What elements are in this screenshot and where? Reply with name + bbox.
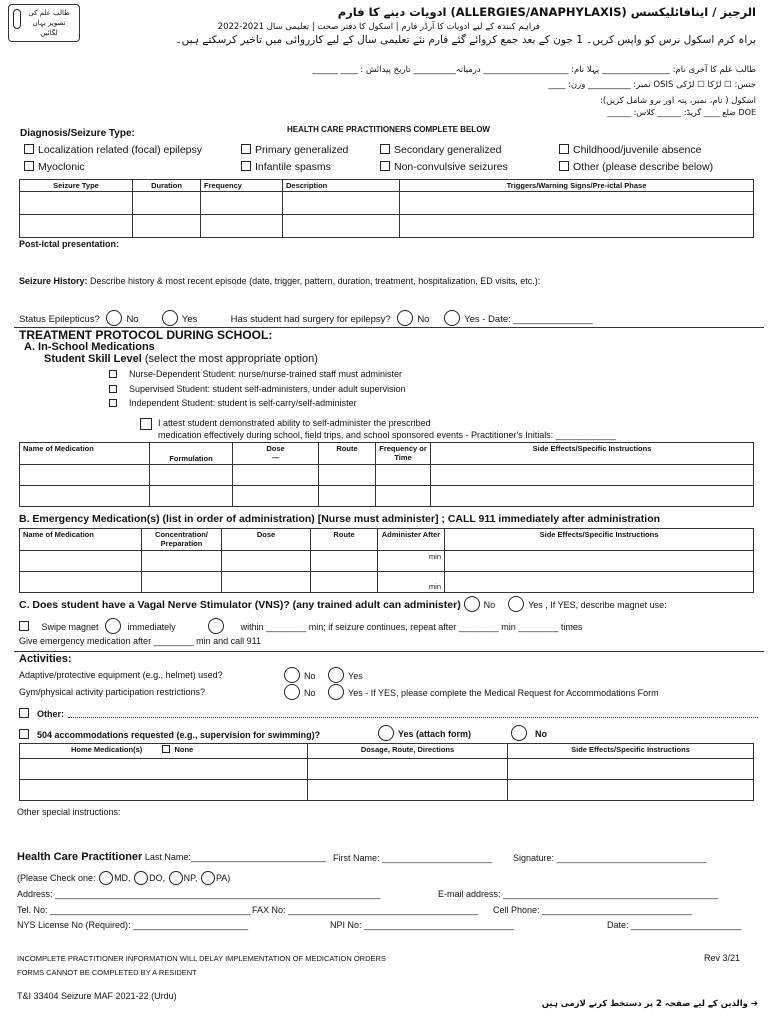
- radio-icon[interactable]: [328, 684, 344, 700]
- radio-icon[interactable]: [378, 725, 394, 741]
- attest-line-1: I attest student demonstrated ability to self-administer the prescribed: [158, 418, 431, 428]
- table-cell[interactable]: [133, 215, 201, 238]
- table-cell[interactable]: [142, 572, 222, 593]
- description-header: Description: [283, 180, 400, 192]
- status-epilepticus-row: Status Epilepticus? No Yes Has student had surgery for epilepsy? No Yes - Date: _______________: [19, 310, 593, 326]
- table-cell[interactable]: [20, 215, 133, 238]
- table-cell[interactable]: [445, 572, 754, 593]
- date-field[interactable]: Date: ______________________: [607, 920, 742, 930]
- min-cell[interactable]: min: [378, 572, 445, 593]
- activity-gym-question: Gym/physical activity participation restrictions?: [19, 687, 206, 697]
- concentration-header: Concentration/ Preparation: [142, 529, 222, 551]
- side-effects-header: Side Effects/Specific Instructions: [431, 443, 754, 465]
- diagnosis-label: Diagnosis/Seizure Type:: [20, 128, 135, 139]
- table-cell[interactable]: [20, 192, 133, 215]
- radio-icon[interactable]: [169, 871, 183, 885]
- administer-after-header: Administer After: [378, 529, 445, 551]
- checkbox-icon[interactable]: [109, 370, 117, 378]
- radio-icon[interactable]: [511, 725, 527, 741]
- seizure-table: [19, 179, 754, 238]
- table-cell[interactable]: [376, 465, 431, 486]
- table-cell[interactable]: [445, 551, 754, 572]
- skill-nurse-dependent[interactable]: Nurse-Dependent Student: nurse/nurse-trained staff must administer: [109, 369, 402, 379]
- radio-icon[interactable]: [464, 596, 480, 612]
- table-cell[interactable]: [20, 572, 142, 593]
- table-cell[interactable]: [233, 465, 319, 486]
- diagnosis-option-secondary[interactable]: Secondary generalized: [380, 144, 501, 156]
- checkbox-icon[interactable]: [241, 161, 251, 171]
- resident-warning: FORMS CANNOT BE COMPLETED BY A RESIDENT: [17, 968, 197, 977]
- checkbox-icon[interactable]: [380, 161, 390, 171]
- parents-sign-notice: ➔ والدین کے لیے صفحہ 2 پر دستخط کرنے لازمی ہیں: [541, 999, 758, 1009]
- table-cell[interactable]: [222, 572, 311, 593]
- table-cell[interactable]: [508, 759, 754, 780]
- diagnosis-option-focal[interactable]: Localization related (focal) epilepsy: [24, 144, 202, 156]
- table-cell[interactable]: [201, 215, 283, 238]
- table-cell[interactable]: [376, 486, 431, 507]
- radio-icon[interactable]: [201, 871, 215, 885]
- other-line[interactable]: [68, 717, 758, 718]
- radio-icon[interactable]: [99, 871, 113, 885]
- seizure-type-header: Seizure Type: [20, 180, 133, 192]
- photo-box-label: طالب علم کی تصویر یہاں لگائیں: [28, 9, 70, 37]
- post-ictal-label[interactable]: Post-ictal presentation:: [19, 239, 120, 249]
- diagnosis-option-myoclonic[interactable]: Myoclonic: [24, 161, 85, 173]
- cell-field[interactable]: Cell Phone: ______________________________: [493, 905, 693, 915]
- diagnosis-option-childhood[interactable]: Childhood/juvenile absence: [559, 144, 701, 156]
- activities-title: Activities:: [19, 653, 72, 665]
- side-effects-header: Side Effects/Specific Instructions: [508, 744, 754, 759]
- radio-icon[interactable]: [508, 596, 524, 612]
- return-notice: براہ کرم اسکول نرس کو واپس کریں۔ 1 جون کے بعد جمع کروائے گئے فارم نئے تعلیمی سال کے لیے کارروائی میں تاخیر کرسکتے ہیں۔: [175, 34, 756, 46]
- table-cell[interactable]: [283, 192, 400, 215]
- address-field[interactable]: Address: _________________________________________________________________: [17, 889, 381, 899]
- frequency-header: Frequency: [201, 180, 283, 192]
- home-medication-table: [19, 743, 754, 801]
- vns-row: C. Does student have a Vagal Nerve Stimulator (VNS)? (any trained adult can administer) No Yes , If YES, describe magnet use:: [19, 596, 667, 612]
- emergency-title: B. Emergency Medication(s) (list in order of administration) [Nurse must administer] ; CALL 911 immediately after administration: [19, 513, 661, 525]
- table-cell[interactable]: [150, 486, 233, 507]
- skill-independent[interactable]: Independent Student: student is self-carry/self-administer: [109, 398, 357, 408]
- radio-icon[interactable]: [397, 310, 413, 326]
- diagnosis-option-infantile[interactable]: Infantile spasms: [241, 161, 331, 173]
- table-cell[interactable]: [508, 780, 754, 801]
- checkbox-icon[interactable]: [380, 144, 390, 154]
- email-field[interactable]: E-mail address: ___________________________________________: [438, 889, 719, 899]
- activity-equipment-options: No Yes: [280, 667, 363, 683]
- activity-other[interactable]: Other:: [19, 708, 64, 719]
- student-name-line[interactable]: طالب علم کا آخری نام: ________________ پہلا نام: ____________________ درمیانہ__________ تاریخ پیدائش : ____ ______: [312, 65, 756, 75]
- in-school-medication-table: [19, 442, 754, 507]
- table-cell[interactable]: [308, 759, 508, 780]
- radio-icon[interactable]: [328, 667, 344, 683]
- table-cell[interactable]: [283, 215, 400, 238]
- radio-icon[interactable]: [105, 618, 121, 634]
- table-cell[interactable]: [431, 486, 754, 507]
- license-field[interactable]: NYS License No (Required): _______________________: [17, 920, 249, 930]
- radio-icon[interactable]: [106, 310, 122, 326]
- activity-equipment-question: Adaptive/protective equipment (e.g., helmet) used?: [19, 670, 223, 680]
- activity-504: 504 accommodations requested (e.g., supervision for swimming)?: [19, 729, 320, 740]
- none-option[interactable]: None: [162, 745, 193, 754]
- form-subtitle: فراہم کنندہ کے لیے ادویات کا آرڈر فارم | اسکول کا دفتر صحت | تعلیمی سال 2021-2022: [217, 22, 540, 32]
- student-photo-box: [8, 4, 80, 42]
- diagnosis-option-other[interactable]: Other (please describe below): [559, 161, 713, 173]
- dose-header: Dose: [222, 529, 311, 551]
- protocol-title: TREATMENT PROTOCOL DURING SCHOOL:: [19, 328, 273, 342]
- checkbox-icon[interactable]: [559, 144, 569, 154]
- table-cell[interactable]: [400, 192, 754, 215]
- side-effects-header: Side Effects/Specific Instructions: [445, 529, 754, 551]
- incomplete-warning: INCOMPLETE PRACTITIONER INFORMATION WILL DELAY IMPLEMENTATION OF MEDICATION ORDERS: [17, 954, 386, 963]
- table-cell[interactable]: [222, 551, 311, 572]
- student-gender-line[interactable]: جنس: ☐ لڑکا ☐ لڑکی OSIS نمبر: __________ وزن: ____: [548, 80, 756, 90]
- table-cell[interactable]: [308, 780, 508, 801]
- checkbox-icon[interactable]: [559, 161, 569, 171]
- practitioner-name-row: Health Care Practitioner Last Name:___________________________: [17, 851, 326, 863]
- form-id: T&I 33404 Seizure MAF 2021-22 (Urdu): [17, 991, 177, 1001]
- table-cell[interactable]: [311, 551, 378, 572]
- table-cell[interactable]: [142, 551, 222, 572]
- formulation-header: Formulation: [150, 443, 233, 465]
- school-line[interactable]: اسکول ( نام، نمبر، پتہ اور برو شامل کریں):: [599, 96, 756, 106]
- other-instructions[interactable]: Other special instructions:: [17, 807, 121, 817]
- vns-swipe-row: Swipe magnet immediately within ________ min; if seizure continues, repeat after ________ min ________ times: [19, 618, 582, 634]
- attest-line-2[interactable]: medication effectively during school, field trips, and school sponsored events - Practitioner's Initials: ____________: [158, 430, 616, 440]
- radio-icon[interactable]: [134, 871, 148, 885]
- radio-icon[interactable]: [284, 667, 300, 683]
- home-med-header: Home Medication(s) None: [20, 744, 308, 759]
- table-cell[interactable]: [150, 465, 233, 486]
- dosage-header: Dosage, Route, Directions: [308, 744, 508, 759]
- table-cell[interactable]: [319, 465, 376, 486]
- checkbox-icon[interactable]: [109, 399, 117, 407]
- checkbox-icon[interactable]: [19, 708, 29, 718]
- table-cell[interactable]: [20, 780, 308, 801]
- radio-icon[interactable]: [444, 310, 460, 326]
- duration-header: Duration: [133, 180, 201, 192]
- attest-checkbox[interactable]: [140, 418, 152, 430]
- activity-504-no[interactable]: No: [507, 725, 547, 741]
- revision-label: Rev 3/21: [704, 953, 741, 963]
- checkbox-icon[interactable]: [19, 621, 29, 631]
- route-header: Route: [319, 443, 376, 465]
- table-cell[interactable]: [311, 572, 378, 593]
- hcp-heading: HEALTH CARE PRACTITIONERS COMPLETE BELOW: [287, 125, 490, 134]
- checkbox-icon[interactable]: [24, 144, 34, 154]
- table-cell[interactable]: [20, 486, 150, 507]
- diagnosis-option-primary[interactable]: Primary generalized: [241, 144, 348, 156]
- table-cell[interactable]: [431, 465, 754, 486]
- give-emergency-line[interactable]: Give emergency medication after ________ min and call 911: [19, 636, 261, 646]
- activity-gym-options: No Yes - If YES, please complete the Medical Request for Accommodations Form: [280, 684, 659, 700]
- table-cell[interactable]: [233, 486, 319, 507]
- checkbox-icon[interactable]: [162, 745, 170, 753]
- radio-icon[interactable]: [208, 618, 224, 634]
- checkbox-icon[interactable]: [109, 385, 117, 393]
- form-title: الرجیز / اینافائلیکسس (ALLERGIES/ANAPHYLAXIS) ادویات دینے کا فارم: [337, 5, 756, 19]
- seizure-history[interactable]: Seizure History: Describe history & most recent episode (date, trigger, pattern, duration, treatment, hospitalization, ED visits, etc.):: [19, 276, 541, 286]
- paperclip-icon: [13, 9, 21, 29]
- npi-field[interactable]: NPI No: ______________________________: [330, 920, 515, 930]
- checkbox-icon[interactable]: [24, 161, 34, 171]
- med-name-header: Name of Medication: [20, 443, 150, 465]
- checkbox-icon[interactable]: [19, 729, 29, 739]
- table-cell[interactable]: [20, 759, 308, 780]
- table-cell[interactable]: [201, 192, 283, 215]
- table-cell[interactable]: [400, 215, 754, 238]
- dose-header: Dose —: [233, 443, 319, 465]
- table-cell[interactable]: [133, 192, 201, 215]
- credential-row: (Please Check one: MD, DO, NP, PA): [17, 873, 231, 883]
- emergency-medication-table: [19, 528, 754, 593]
- diagnosis-option-nonconvulsive[interactable]: Non-convulsive seizures: [380, 161, 508, 173]
- skill-level-label: Student Skill Level (select the most appropriate option): [44, 353, 318, 365]
- radio-icon[interactable]: [162, 310, 178, 326]
- district-line[interactable]: DOE ضلع ____ گریڈ: ______ کلاس: ______: [607, 108, 756, 117]
- fax-field[interactable]: FAX No: ______________________________________: [252, 905, 479, 915]
- divider: [14, 651, 764, 652]
- med-name-header: Name of Medication: [20, 529, 142, 551]
- radio-icon[interactable]: [284, 684, 300, 700]
- skill-supervised[interactable]: Supervised Student: student self-administers, under adult supervision: [109, 384, 406, 394]
- table-cell[interactable]: [319, 486, 376, 507]
- triggers-header: Triggers/Warning Signs/Pre-ictal Phase: [400, 180, 754, 192]
- tel-field[interactable]: Tel. No: ________________________________________: [17, 905, 251, 915]
- signature-field[interactable]: Signature: ______________________________: [513, 853, 707, 863]
- min-cell[interactable]: min: [378, 551, 445, 572]
- table-cell[interactable]: [20, 465, 150, 486]
- checkbox-icon[interactable]: [241, 144, 251, 154]
- table-cell[interactable]: [20, 551, 142, 572]
- first-name-field[interactable]: First Name: ______________________: [333, 853, 493, 863]
- frequency-header: Frequency or Time: [376, 443, 431, 465]
- route-header: Route: [311, 529, 378, 551]
- section-a-title: A. In-School Medications: [24, 341, 155, 353]
- activity-504-yes[interactable]: Yes (attach form): [374, 725, 471, 741]
